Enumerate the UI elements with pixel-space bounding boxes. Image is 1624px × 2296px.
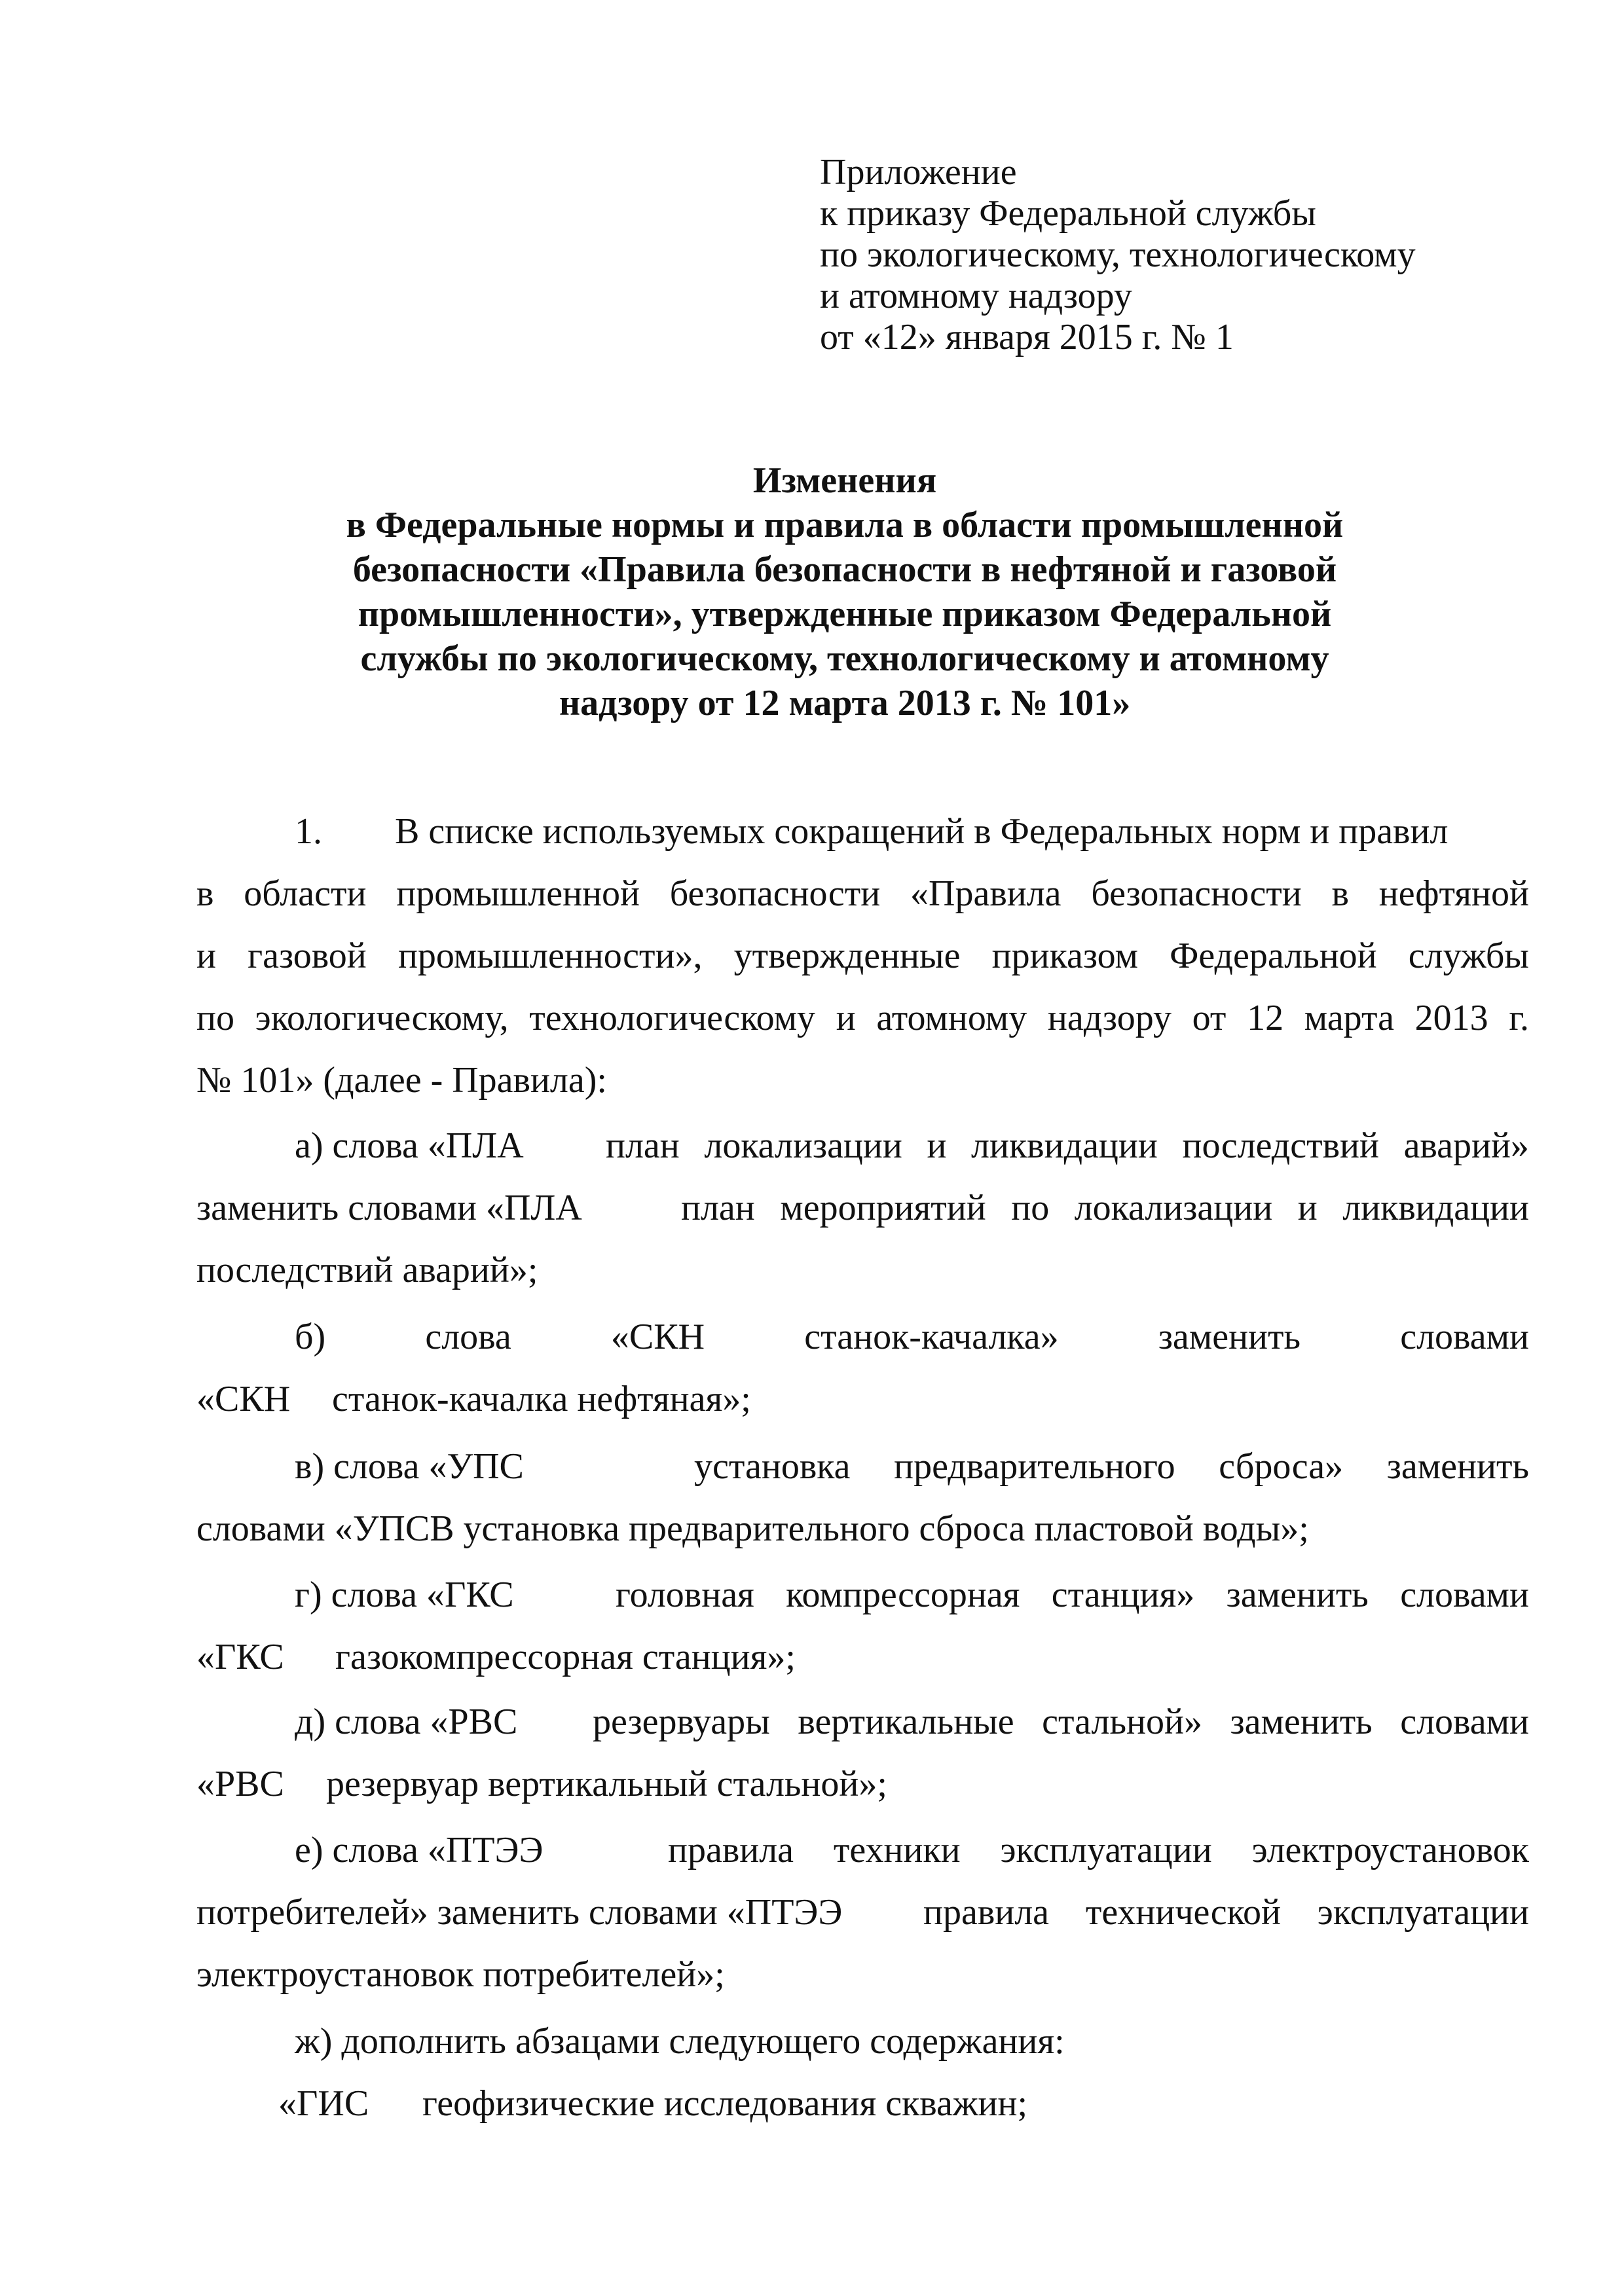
paragraph-1-line-4: по экологическому, технологическому и атомному надзору от 12 марта 2013 г. [196,998,1529,1038]
title-line: в Федеральные нормы и правила в области промышленной [346,505,1344,545]
appendix-line: и атомному надзору [820,276,1132,316]
appendix-line: к приказу Федеральной службы [820,193,1316,234]
title-line: Изменения [752,460,937,501]
item-g-line-1: г) слова «ГКС головная компрессорная станция» заменить словами [295,1575,1529,1615]
paragraph-1-line-2: в области промышленной безопасности «Правила безопасности в нефтяной [196,873,1529,914]
paragraph-1-line-3: и газовой промышленности», утвержденные приказом Федеральной службы [196,936,1529,976]
item-g-line-2: «ГКС газокомпрессорная станция»; [196,1637,796,1677]
item-d-line-2: «РВС резервуар вертикальный стальной»; [196,1764,887,1804]
item-b-line-1: б) слова «СКН станок-качалка» заменить словами [295,1317,1529,1357]
item-d-line-1: д) слова «РВС резервуары вертикальные стальной» заменить словами [295,1702,1529,1742]
item-e-line-3: электроустановок потребителей»; [196,1954,725,1995]
item-e-line-1: е) слова «ПТЭЭ правила техники эксплуатации электроустановок [295,1830,1529,1870]
item-a-line-3: последствий аварий»; [196,1250,538,1290]
item-v-line-2: словами «УПСВ установка предварительного сброса пластовой воды»; [196,1508,1309,1549]
appendix-header [820,152,1475,358]
item-zh-line-1: ж) дополнить абзацами следующего содержания: [295,2021,1065,2062]
item-v-line-1: в) слова «УПС установка предварительного сброса» заменить [295,1446,1529,1487]
title-line: службы по экологическому, технологическому и атомному [360,638,1329,679]
item-e-line-2: потребителей» заменить словами «ПТЭЭ правила технической эксплуатации [196,1892,1529,1933]
appendix-line: Приложение [820,152,1017,192]
title-line: промышленности», утвержденные приказом Федеральной [358,594,1332,634]
appendix-line: по экологическому, технологическому [820,234,1416,275]
paragraph-number: 1. [295,811,322,852]
item-a-line-1: а) слова «ПЛА план локализации и ликвидации последствий аварий» [295,1125,1529,1166]
appendix-line: от «12» января 2015 г. № 1 [820,317,1234,357]
paragraph-1-line-5: № 101» (далее - Правила): [196,1060,607,1101]
item-a-line-2: заменить словами «ПЛА план мероприятий по локализации и ликвидации [196,1188,1529,1228]
title-line: безопасности «Правила безопасности в нефтяной и газовой [352,549,1337,590]
item-b-line-2: «СКН станок-качалка нефтяная»; [196,1379,751,1419]
title-line: надзору от 12 марта 2013 г. № 101» [559,683,1131,723]
paragraph-text: В списке используемых сокращений в Федеральных норм и правил [395,811,1449,852]
item-zh-line-2: «ГИС геофизические исследования скважин; [278,2083,1028,2124]
document-title [196,458,1493,725]
paragraph-1-line-1 [196,811,1529,856]
